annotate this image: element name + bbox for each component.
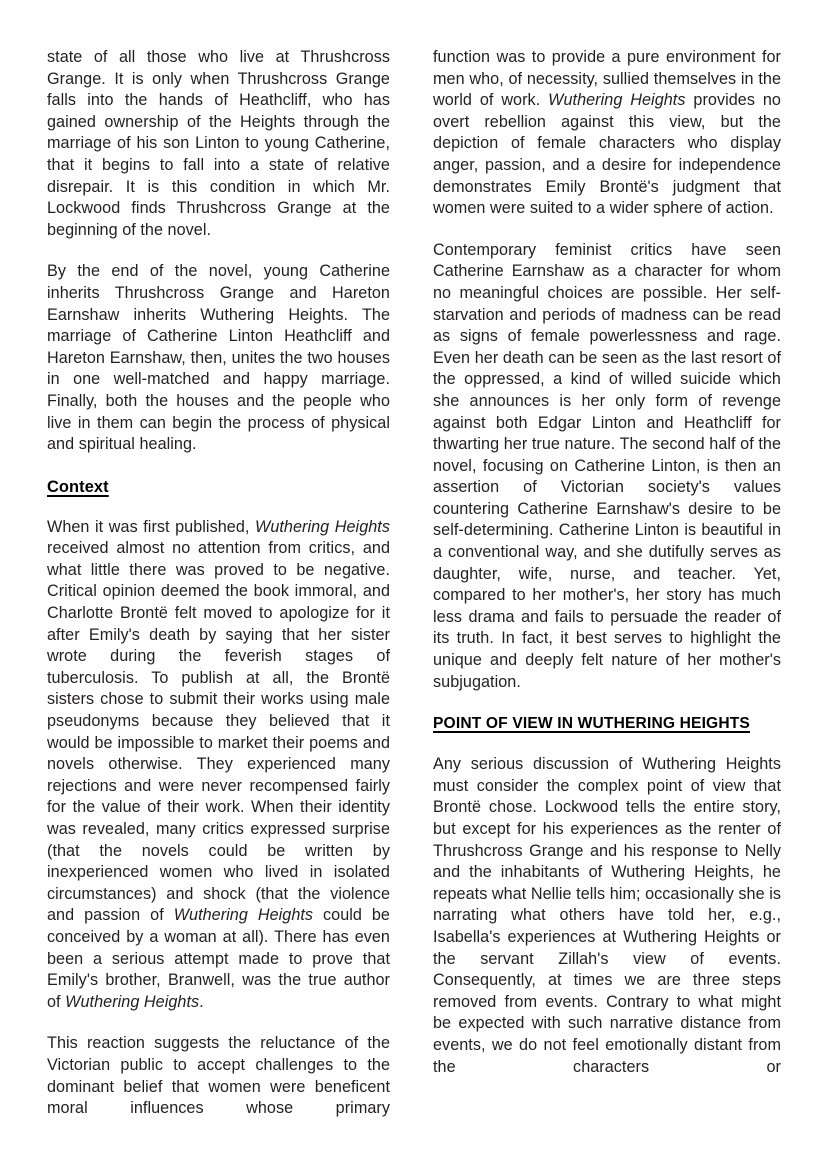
heading-point-of-view: POINT OF VIEW IN WUTHERING HEIGHTS xyxy=(433,715,750,733)
italic-title: Wuthering Heights xyxy=(254,517,390,536)
italic-title: Wuthering Heights xyxy=(65,992,200,1011)
text-run: could be conceived by a woman at all). There has even been a serious attempt made to prove that Emily's brother, Branwell, was the true author of xyxy=(47,906,390,1011)
right-column xyxy=(433,47,781,1100)
paragraph-victorian-reluctance xyxy=(47,1033,390,1141)
text-run: When it was first published, xyxy=(47,517,255,536)
italic-title: Wuthering Heights xyxy=(173,906,314,925)
paragraph-end-of-novel xyxy=(47,261,390,455)
two-column-body xyxy=(47,47,781,1127)
italic-title: Wuthering Heights xyxy=(548,91,686,110)
text-run: provides no overt rebellion against this view, but the depiction of female characters who display anger, passion, and a desire for independence demonstrates Emily Brontë's judgment that women were suited to a wider sphere of action. xyxy=(433,91,781,218)
text-run: function was to provide a pure environment for men who, of necessity, sullied themselves in the world of work. xyxy=(433,48,781,110)
text-run: Contemporary feminist critics have seen Catherine Earnshaw as a character for whom no meaningful choices are possible. Her self-starvation and periods of madness can be read as signs of female powerlessness and rage. Even her death can be seen as the last resort of the oppressed, a kind of willed suicide which she announces is her only form of revenge against both Edgar Linton and Heathcliff for thwarting her true nature. The second half of the novel, focusing on Catherine Linton, is then an assertion of Victorian society's values countering Catherine Earnshaw's desire to be self-determining. Catherine Linton is beautiful in a conventional way, and she dutifully serves as daughter, wife, nurse, and teacher. Yet, compared to her mother's, her story has much less drama and fails to persuade the reader of its truth. In fact, it best serves to highlight the unique and deeply felt nature of her mother's subjugation. xyxy=(433,240,781,691)
text-run: state of all those who live at Thrushcross Grange. It is only when Thrushcross Grange falls into the hands of Heathcliff, who has gained ownership of the Heights through the marriage of his son Linton to young Catherine, that it begins to fall into a state of relative disrepair. It is this condition in which Mr. Lockwood finds Thrushcross Grange at the beginning of the novel. xyxy=(47,48,390,239)
heading-context: Context xyxy=(47,477,109,496)
text-run: received almost no attention from critics, and what little there was proved to be negative. Critical opinion deemed the book immoral, and Charlotte Brontë felt moved to apologize for it after Emily's death by saying that her sister wrote during the feverish stages of tuberculosis. To publish at all, the Brontë sisters chose to submit their works using male pseudonyms because they believed that it would be impossible to market their poems and novels otherwise. They experienced many rejections and were never recompensed fairly for the value of their work. When their identity was revealed, many critics expressed surprise (that the novels could be written by inexperienced women who lived in isolated circumstances) and shock (that the violence and passion of xyxy=(47,539,390,925)
paragraph-point-of-view xyxy=(433,754,781,1100)
text-run: This reaction suggests the reluctance of the Victorian public to accept challenges to the dominant belief that women were beneficent moral influences whose primary xyxy=(47,1034,390,1118)
paragraph-first-published xyxy=(47,517,390,1014)
text-run: Any serious discussion of Wuthering Heights must consider the complex point of view that Brontë chose. Lockwood tells the entire story, but except for his experiences as the renter of Thrushcross Grange and his response to Nelly and the inhabitants of Wuthering Heights, he repeats what Nellie tells him; occasionally she is narrating what others have told her, e.g., Isabella's experiences at Wuthering Heights or the servant Zillah's view of events. Consequently, at times we are three steps removed from events. Contrary to what might be expected with such narrative distance from events, we do not feel emotionally distant from the characters or xyxy=(433,755,781,1076)
paragraph-pure-environment xyxy=(433,47,781,220)
paragraph-feminist-critics xyxy=(433,240,781,693)
text-run: . xyxy=(199,992,204,1011)
text-run: By the end of the novel, young Catherine inherits Thrushcross Grange and Hareton Earnshaw inherits Wuthering Heights. The marriage of Catherine Linton Heathcliff and Hareton Earnshaw, then, unites the two houses in one well-matched and happy marriage. Finally, both the houses and the people who live in them can begin the process of physical and spiritual healing. xyxy=(47,262,390,454)
left-column xyxy=(47,47,390,1141)
paragraph-thrushcross-state xyxy=(47,47,390,241)
